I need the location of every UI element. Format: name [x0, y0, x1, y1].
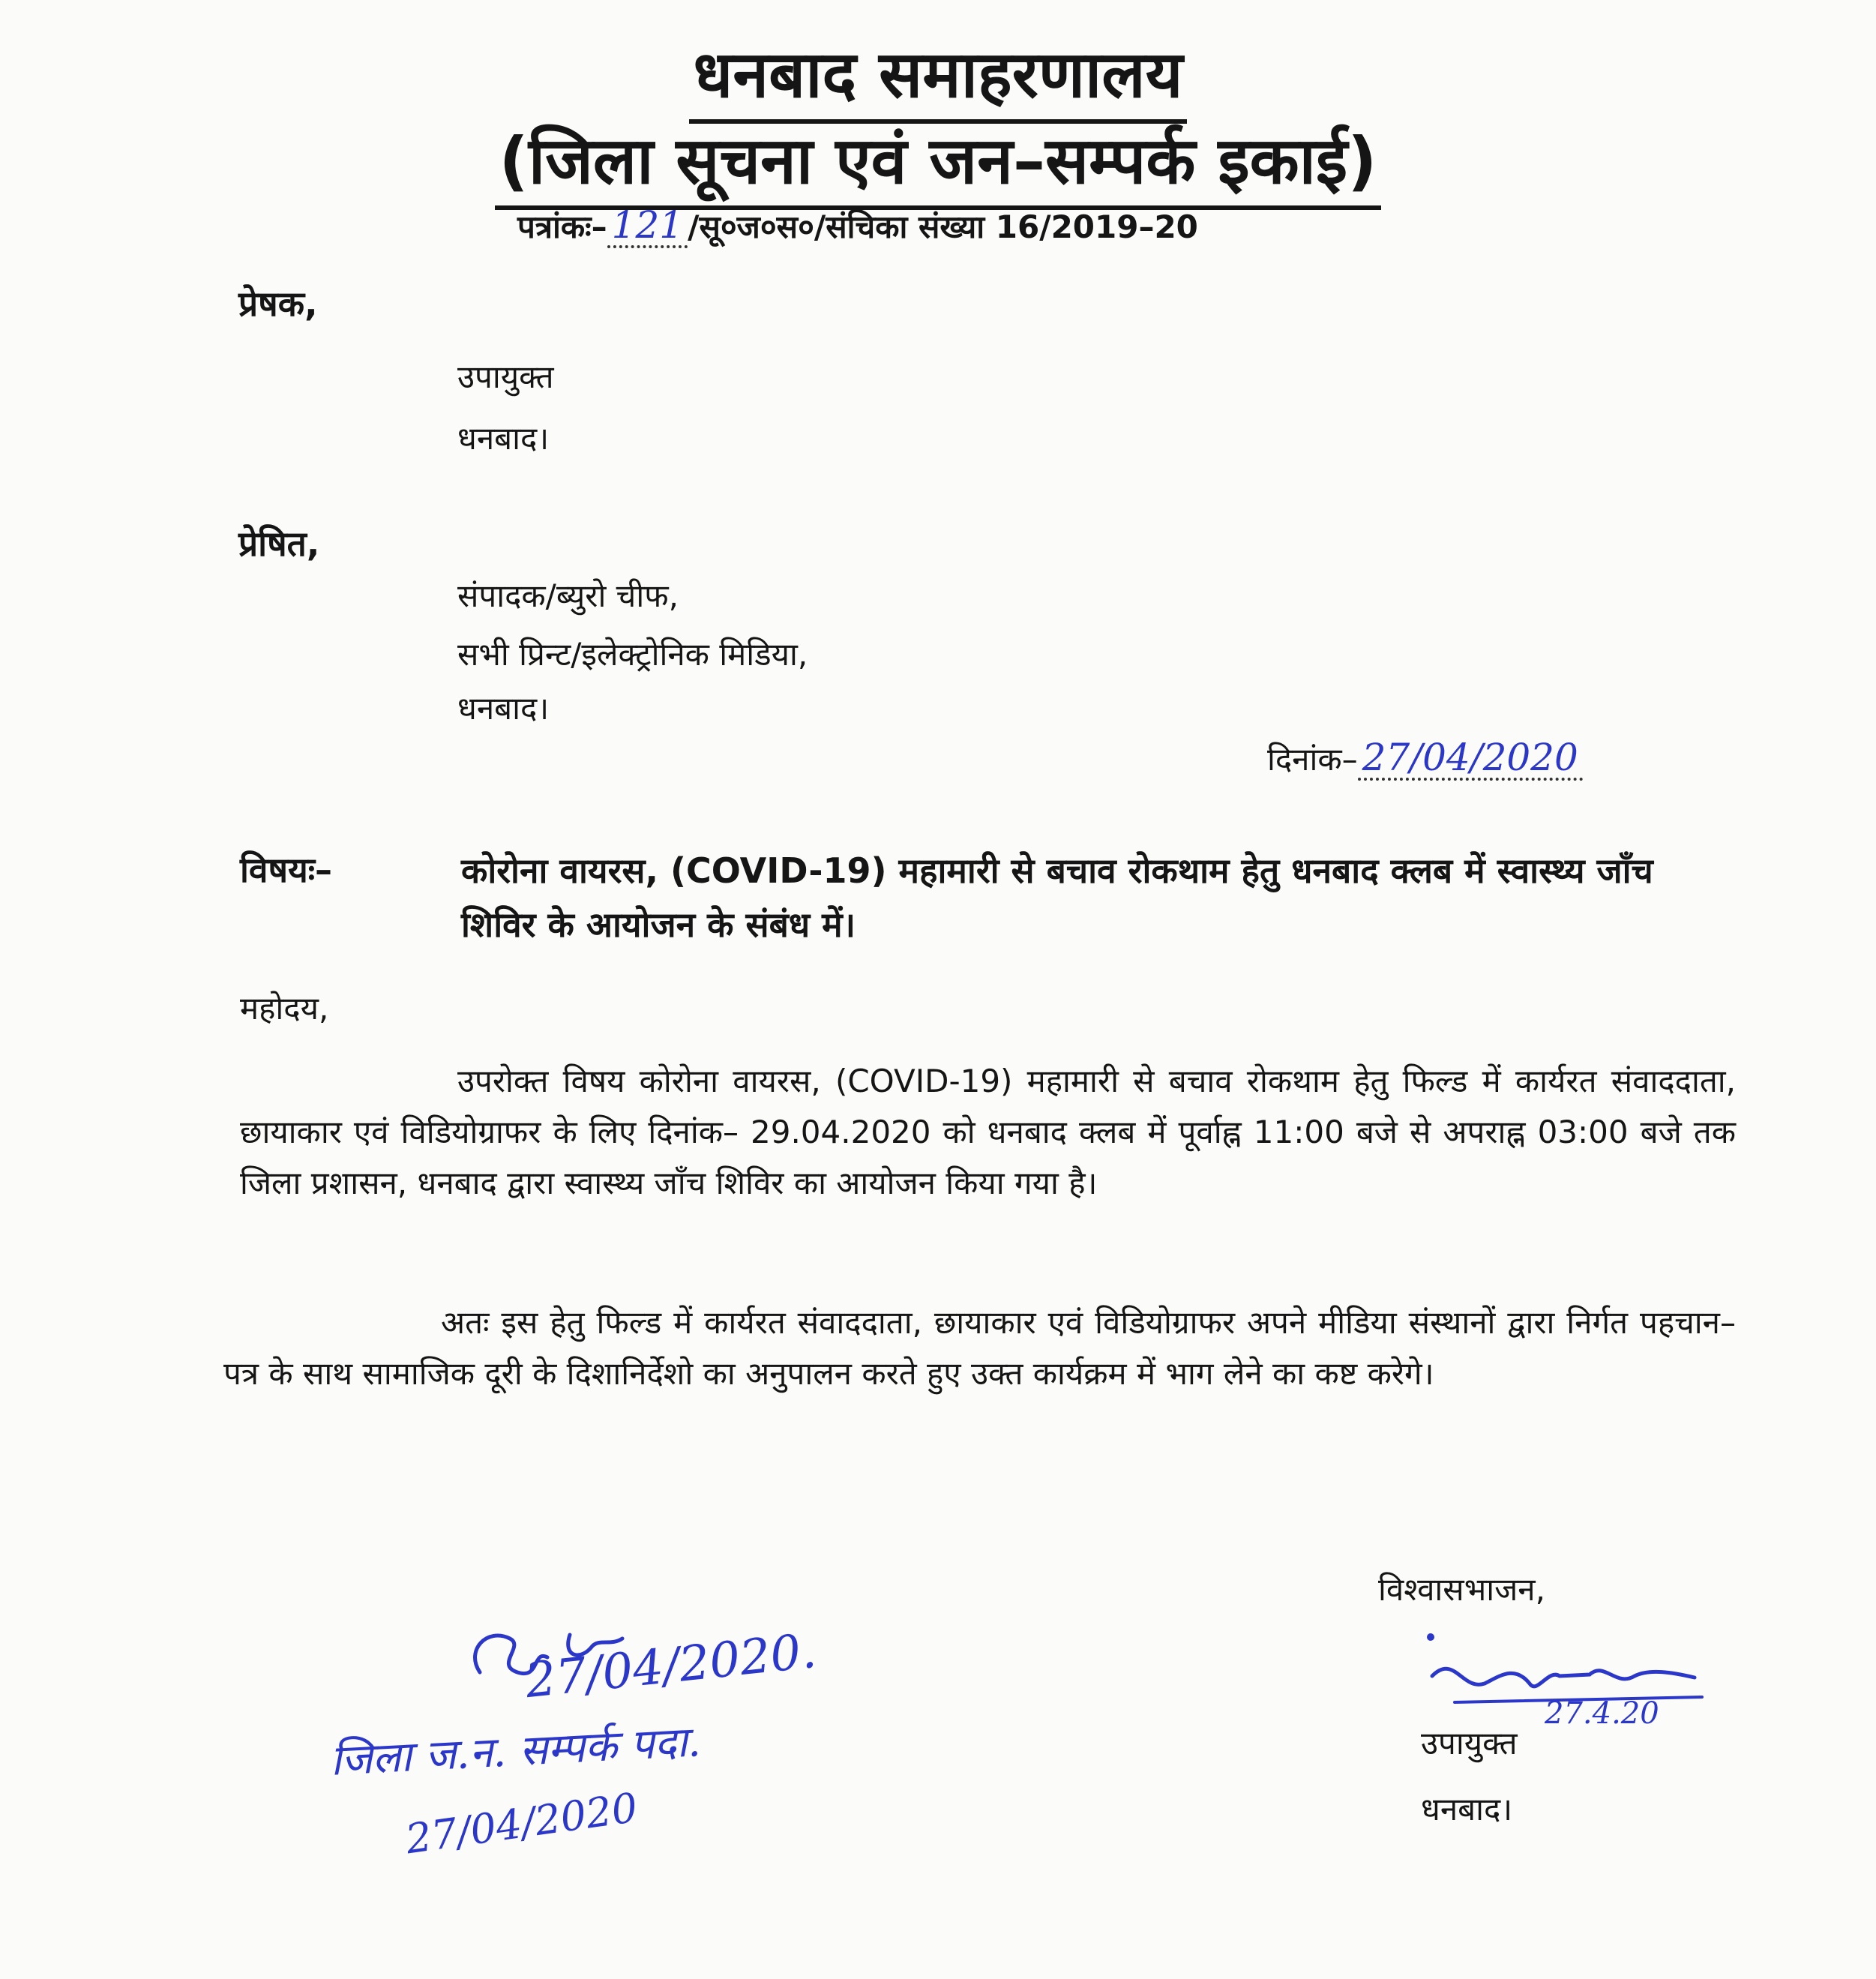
date-value: 27/04/2020	[1362, 736, 1578, 779]
date-label: दिनांक–	[1267, 741, 1358, 778]
office-title-text: धनबाद समाहरणालय	[689, 34, 1188, 124]
closing-text: विश्वासभाजन,	[1378, 1571, 1545, 1608]
annotation-designation: जिला ज.न. सम्पर्क पदा.	[328, 1717, 703, 1786]
subject-text: कोरोना वायरस, (COVID-19) महामारी से बचाव रोकथाम हेतु धनबाद क्लब में स्वास्थ्य जाँच शिविर के आयोजन के संबंध में।	[461, 850, 1653, 945]
reference-prefix: पत्रांकः–	[517, 208, 607, 245]
sender-place: धनबाद।	[457, 420, 550, 457]
recipient-label: प्रेषित,	[238, 523, 320, 564]
sender-label: प्रेषक,	[238, 283, 318, 324]
signature-date: 27.4.20	[1545, 1696, 1659, 1731]
body-paragraph-1-text: उपरोक्त विषय कोरोना वायरस, (COVID-19) महामारी से बचाव रोकथाम हेतु फिल्ड में कार्यरत संवाददाता, छायाकार एवं विडियोग्राफर के लिए दिनांक– 29.04.2020 को धनबाद क्लब में पूर्वाह्न 11:00 बजे से अपराह्न 03:00 बजे तक जिला प्रशासन, धनबाद द्वारा स्वास्थ्य जाँच शिविर का आयोजन किया गया है।	[240, 1063, 1736, 1201]
subject-label: विषयः–	[240, 850, 333, 890]
recipient-line-3: धनबाद।	[457, 690, 550, 727]
sender-designation: उपायुक्त	[457, 358, 554, 395]
date-line	[1267, 731, 1583, 786]
office-subtitle-text: (जिला सूचना एवं जन–सम्पर्क इकाई)	[495, 120, 1382, 210]
recipient-line-2: सभी प्रिन्ट/इलेक्ट्रोनिक मिडिया,	[457, 636, 808, 673]
reference-number: 121	[611, 203, 684, 247]
reference-line	[517, 202, 1198, 250]
closing-designation: उपायुक्त	[1421, 1725, 1518, 1762]
salutation: महोदय,	[240, 990, 329, 1027]
reference-suffix: /सू०ज०स०/संचिका संख्या 16/2019–20	[688, 208, 1198, 245]
body-paragraph-1	[240, 1056, 1736, 1209]
body-paragraph-2	[223, 1297, 1736, 1399]
body-paragraph-2-text: अतः इस हेतु फिल्ड में कार्यरत संवाददाता, छायाकार एवं विडियोग्राफर अपने मीडिया संस्थानों द्वारा निर्गत पहचान–पत्र के साथ सामाजिक दूरी के दिशानिर्देशो का अनुपालन करते हुए उक्त कार्यक्रम में भाग लेने का कष्ट करेगे।	[223, 1304, 1736, 1392]
office-subtitle	[0, 120, 1876, 210]
closing-place: धनबाद।	[1421, 1791, 1513, 1828]
office-title	[0, 34, 1876, 124]
recipient-line-1: संपादक/ब्युरो चीफ,	[457, 577, 679, 614]
annotation-date-1: 27/04/2020.	[523, 1623, 820, 1710]
annotation-date-2: 27/04/2020	[403, 1783, 641, 1864]
